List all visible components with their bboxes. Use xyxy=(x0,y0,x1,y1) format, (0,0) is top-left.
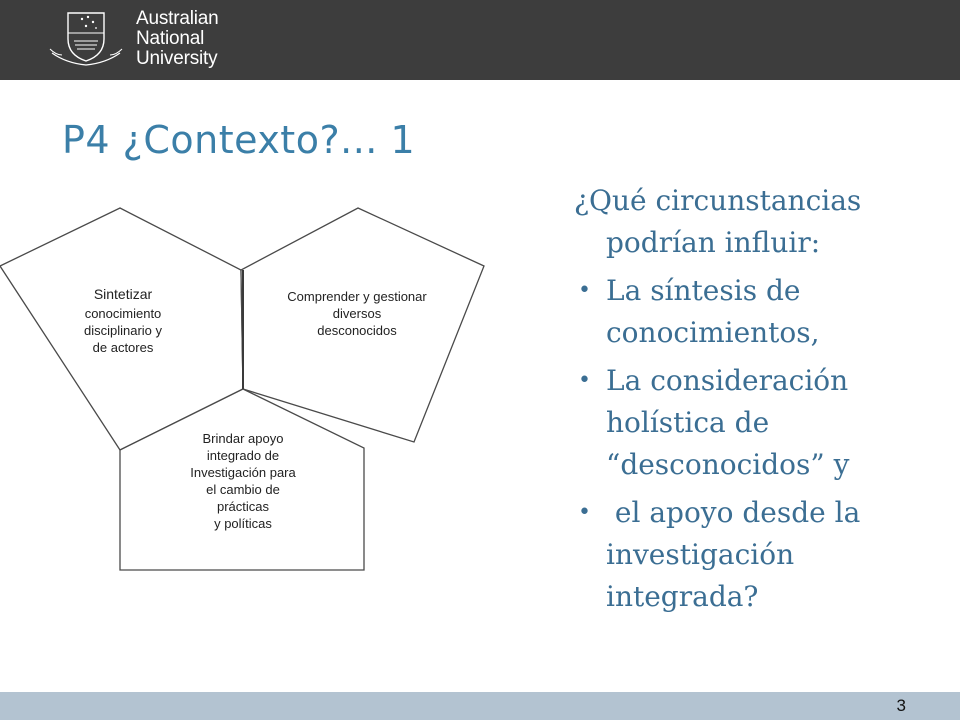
header-bar xyxy=(0,0,960,80)
content-text xyxy=(574,180,944,624)
anu-crest-icon xyxy=(46,9,126,69)
bottom-pentagon-line: integrado de xyxy=(206,448,280,463)
bullet-item xyxy=(574,360,944,486)
left-pentagon-line: conocimiento xyxy=(84,306,162,321)
intro-line: podrían influir: xyxy=(606,226,821,259)
right-pentagon-line: desconocidos xyxy=(317,323,397,338)
bullet-item xyxy=(574,270,944,354)
left-pentagon-label xyxy=(58,286,188,356)
bullet-icon: • xyxy=(578,368,591,393)
bottom-pentagon-line: y políticas xyxy=(214,516,272,531)
bottom-pentagon-label xyxy=(170,430,316,532)
left-pentagon-line: de actores xyxy=(92,340,154,355)
logo-text xyxy=(136,9,219,69)
logo-line: Australian xyxy=(136,8,219,29)
bottom-pentagon-line: Brindar apoyo xyxy=(202,431,284,446)
bullet-icon: • xyxy=(578,500,591,525)
logo-line: University xyxy=(136,48,218,69)
bottom-pentagon-line: prácticas xyxy=(216,499,270,514)
bullet-text: La síntesis de conocimientos, xyxy=(606,274,820,349)
bottom-pentagon-line: el cambio de xyxy=(206,482,280,497)
bullet-text: el apoyo desde la investigación integrada? xyxy=(606,496,870,613)
slide-title: P4 ¿Contexto?... 1 xyxy=(62,118,416,162)
bottom-pentagon-line: Investigación para xyxy=(190,465,296,480)
footer-bar xyxy=(0,692,960,720)
bullet-item xyxy=(574,492,944,618)
page-number: 3 xyxy=(896,696,906,715)
left-pentagon-heading: Sintetizar xyxy=(93,286,153,302)
right-pentagon-label xyxy=(262,288,452,339)
right-pentagon-line: Comprender y gestionar xyxy=(287,289,427,304)
right-pentagon-line: diversos xyxy=(332,306,382,321)
intro-line: ¿Qué circunstancias xyxy=(574,184,862,217)
logo-line: National xyxy=(136,28,205,49)
intro-question xyxy=(574,180,944,264)
bullet-icon: • xyxy=(578,278,591,303)
bullet-list xyxy=(574,270,944,618)
bullet-text: La consideración holística de “desconocidos” y xyxy=(606,364,850,481)
anu-logo[interactable] xyxy=(46,8,219,70)
pentagon-diagram xyxy=(0,200,500,580)
left-pentagon-line: disciplinario y xyxy=(83,323,163,338)
